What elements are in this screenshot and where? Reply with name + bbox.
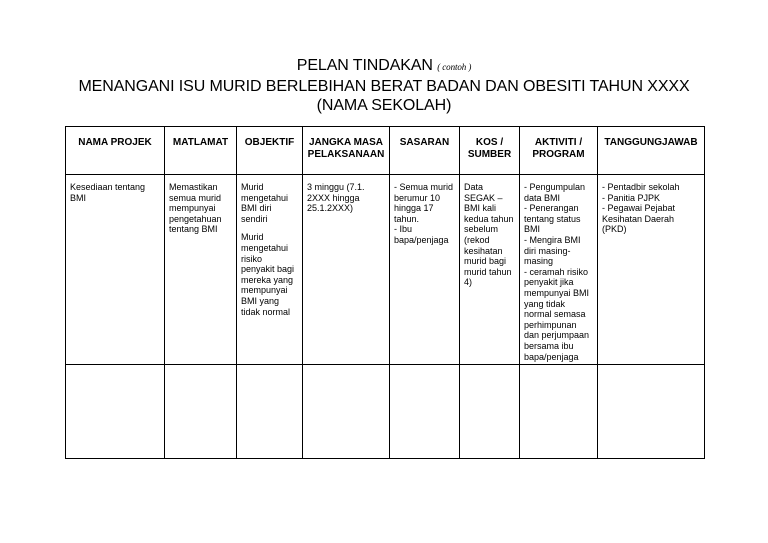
cell-text-line: SEGAK – [464, 192, 503, 203]
column-header [237, 127, 303, 175]
cell-text-line: - Semua murid [394, 182, 454, 192]
column-header-label: AKTIVITI / [534, 137, 583, 148]
cell-text-line: Memastikan [169, 182, 218, 192]
column-header-label: MATLAMAT [172, 137, 229, 148]
table-cell [520, 175, 598, 365]
cell-text-line: kesihatan [464, 245, 503, 256]
cell-text-line: sebelum [464, 224, 499, 235]
document-subtitle: MENANGANI ISU MURID BERLEBIHAN BERAT BADAN DAN OBESITI TAHUN XXXX [78, 78, 690, 95]
column-header [66, 127, 165, 175]
cell-text-line: mempunyai [169, 203, 216, 214]
cell-text-line: BMI diri [241, 203, 272, 214]
table-cell-empty [303, 365, 390, 459]
title-line-1 [0, 56, 768, 77]
table-cell [598, 175, 705, 365]
table-cell-empty [520, 365, 598, 459]
cell-text-line: BMI yang [241, 295, 280, 306]
cell-text-line: kedua tahun [464, 213, 514, 224]
column-header [460, 127, 520, 175]
cell-text-line: - Ibu [394, 224, 413, 235]
document-title-block [0, 56, 768, 115]
cell-text-line: tentang BMI [169, 224, 218, 235]
table-cell [460, 175, 520, 365]
cell-text-line: bersama ibu [524, 340, 574, 351]
cell-text-line: murid bagi [464, 256, 507, 267]
table-row-empty [66, 365, 705, 459]
cell-text-line: pengetahuan [169, 213, 222, 224]
column-header [598, 127, 705, 175]
cell-text-line: dan perjumpaan [524, 330, 590, 341]
column-header-label: SASARAN [399, 137, 450, 148]
cell-text-line: semua murid [169, 192, 222, 203]
cell-text-line: mengetahui [241, 242, 289, 253]
column-header [165, 127, 237, 175]
table-cell-empty [390, 365, 460, 459]
column-header-label: PELAKSANAAN [307, 149, 385, 160]
cell-text-line: - ceramah risiko [524, 266, 589, 277]
table-cell [165, 175, 237, 365]
column-header-label: NAMA PROJEK [78, 137, 152, 148]
cell-text-line: - Pegawai Pejabat [602, 203, 676, 214]
cell-text-line: murid tahun [464, 266, 512, 277]
cell-text-line: - Panitia PJPK [602, 192, 661, 203]
cell-text-line: yang tidak [524, 298, 566, 309]
table-cell-empty [598, 365, 705, 459]
column-header [390, 127, 460, 175]
cell-text-line: 4) [464, 277, 473, 288]
column-header-label: TANGGUNGJAWAB [604, 137, 698, 148]
cell-text-line: (rekod [464, 234, 490, 245]
cell-text-line: Data [464, 182, 484, 192]
table-cell-empty [66, 365, 165, 459]
cell-text-line: risiko [241, 253, 263, 264]
cell-text-line: - Mengira BMI [524, 234, 581, 245]
cell-text-line: penyakit jika [524, 277, 574, 288]
cell-text-line: 3 minggu (7.1. [307, 182, 365, 192]
table-cell [66, 175, 165, 365]
cell-text-line: masing [524, 256, 554, 267]
cell-text-line: bapa/penjaga [394, 234, 449, 245]
cell-text-line: tahun. [394, 213, 420, 224]
cell-text-line: mereka yang [241, 274, 294, 285]
column-header [303, 127, 390, 175]
cell-text-line: data BMI [524, 192, 561, 203]
cell-text-line: mempunyai BMI [524, 287, 590, 298]
column-header-label: SUMBER [467, 149, 512, 160]
cell-text-line: (PKD) [602, 224, 627, 235]
cell-text-line: normal semasa [524, 309, 586, 320]
cell-text-line: berumur 10 [394, 192, 441, 203]
cell-text-line: - Penerangan [524, 203, 579, 214]
cell-text-line: 2XXX hingga [307, 192, 360, 203]
cell-text-line: tidak normal [241, 306, 291, 317]
cell-text-line: Murid [241, 182, 264, 192]
paragraph-gap [241, 224, 299, 232]
cell-text-line: Kesihatan Daerah [602, 213, 675, 224]
cell-text-line: BMI [524, 224, 541, 235]
cell-text-line: sendiri [241, 213, 268, 224]
column-header-label: PROGRAM [532, 149, 585, 160]
table-cell-empty [237, 365, 303, 459]
cell-text-line: diri masing- [524, 245, 571, 256]
table-cell-empty [165, 365, 237, 459]
cell-text-line: mengetahui [241, 192, 289, 203]
cell-text-line: - Pengumpulan [524, 182, 586, 192]
cell-text-line: Murid [241, 232, 264, 243]
cell-text-line: bapa/penjaga [524, 351, 579, 362]
cell-text-line: penyakit bagi [241, 264, 295, 275]
cell-text-line: BMI kali [464, 203, 497, 214]
cell-text-line: Kesediaan tentang [70, 182, 146, 192]
page-title: PELAN TINDAKAN [296, 57, 433, 74]
school-name: (NAMA SEKOLAH) [316, 97, 452, 114]
cell-text-line: perhimpunan [524, 319, 577, 330]
cell-text-line: mempunyai [241, 285, 288, 296]
table-cell [237, 175, 303, 365]
action-plan-table [65, 126, 705, 459]
column-header-label: OBJEKTIF [244, 137, 295, 148]
cell-text-line: tentang status [524, 213, 581, 224]
table-header-row [66, 127, 705, 175]
table-cell [390, 175, 460, 365]
cell-text-line: 25.1.2XXX) [307, 203, 354, 214]
table-row [66, 175, 705, 365]
title-note: ( contoh ) [437, 62, 472, 72]
column-header-label: KOS / [475, 137, 504, 148]
column-header [520, 127, 598, 175]
table-cell [303, 175, 390, 365]
table-cell-empty [460, 365, 520, 459]
column-header-label: JANGKA MASA [308, 137, 384, 148]
cell-text-line: - Pentadbir sekolah [602, 182, 680, 192]
cell-text-line: hingga 17 [394, 203, 434, 214]
cell-text-line: BMI [70, 192, 87, 203]
